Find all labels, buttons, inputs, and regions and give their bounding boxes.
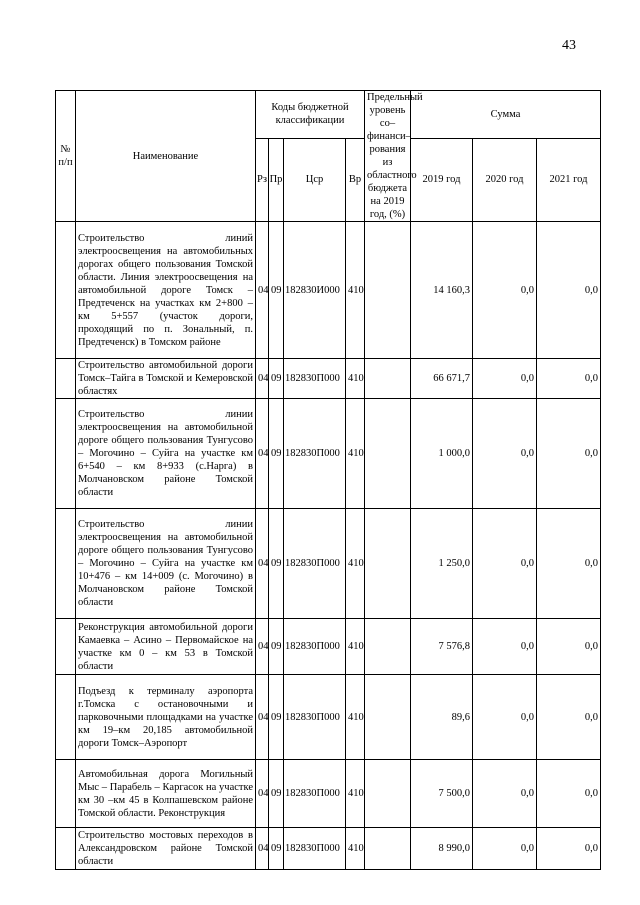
header-vr: Вр	[346, 138, 365, 221]
row-2019: 1 000,0	[411, 399, 473, 509]
row-2020: 0,0	[473, 675, 537, 760]
row-2020: 0,0	[473, 509, 537, 619]
row-csr: 182830П000	[284, 619, 346, 675]
table-row	[56, 359, 601, 399]
table-row	[56, 399, 601, 509]
row-num	[56, 222, 76, 359]
row-limit	[365, 760, 411, 828]
row-2020: 0,0	[473, 222, 537, 359]
row-2020: 0,0	[473, 359, 537, 399]
row-vr: 410	[346, 359, 365, 399]
row-2019: 1 250,0	[411, 509, 473, 619]
row-vr: 410	[346, 399, 365, 509]
header-sum: Сумма	[411, 91, 601, 139]
row-csr: 182830П000	[284, 760, 346, 828]
row-name: Строительство автомобильной дороги Томск–Тайга в Томской и Кемеровской областях	[76, 359, 256, 399]
table-row	[56, 222, 601, 359]
row-2021: 0,0	[537, 509, 601, 619]
row-num	[56, 509, 76, 619]
table-row	[56, 509, 601, 619]
row-name: Реконструкция автомобильной дороги Камаевка – Асино – Первомайское на участке км 0 – км 53 в Томской области	[76, 619, 256, 675]
page-number: 43	[562, 38, 576, 53]
header-codes: Коды бюджетной классификации	[256, 91, 365, 139]
table-row	[56, 760, 601, 828]
row-vr: 410	[346, 509, 365, 619]
row-rz: 04	[256, 399, 269, 509]
table-row	[56, 828, 601, 870]
row-2021: 0,0	[537, 399, 601, 509]
header-name: Наименование	[76, 91, 256, 222]
header-2021: 2021 год	[537, 138, 601, 221]
row-2021: 0,0	[537, 359, 601, 399]
row-pr: 09	[269, 760, 284, 828]
row-rz: 04	[256, 675, 269, 760]
row-name: Строительство мостовых переходов в Александровском районе Томской области	[76, 828, 256, 870]
row-limit	[365, 619, 411, 675]
row-vr: 410	[346, 222, 365, 359]
header-num: № п/п	[56, 91, 76, 222]
table-row	[56, 675, 601, 760]
row-2020: 0,0	[473, 760, 537, 828]
row-pr: 09	[269, 222, 284, 359]
header-limit: Предельный уровень со–финанси–рования из областного бюджета на 2019 год, (%)	[365, 91, 411, 222]
row-rz: 04	[256, 222, 269, 359]
row-2020: 0,0	[473, 828, 537, 870]
row-csr: 182830П000	[284, 675, 346, 760]
header-csr: Цср	[284, 138, 346, 221]
row-2019: 7 576,8	[411, 619, 473, 675]
row-pr: 09	[269, 359, 284, 399]
row-pr: 09	[269, 675, 284, 760]
row-2021: 0,0	[537, 222, 601, 359]
row-pr: 09	[269, 828, 284, 870]
table-row	[56, 619, 601, 675]
row-2019: 8 990,0	[411, 828, 473, 870]
row-name: Строительство линии электроосвещения на автомобильной дороге общего пользования Тунгусово – Могочино – Суйга на участке км 10+476 – км 14+009 (с. Могочино) в Молчановском районе Томской области	[76, 509, 256, 619]
row-limit	[365, 828, 411, 870]
row-limit	[365, 509, 411, 619]
row-2021: 0,0	[537, 828, 601, 870]
row-rz: 04	[256, 619, 269, 675]
row-csr: 182830П000	[284, 359, 346, 399]
row-csr: 182830П000	[284, 399, 346, 509]
row-vr: 410	[346, 619, 365, 675]
row-2019: 7 500,0	[411, 760, 473, 828]
header-2020: 2020 год	[473, 138, 537, 221]
row-2021: 0,0	[537, 619, 601, 675]
row-rz: 04	[256, 359, 269, 399]
row-2020: 0,0	[473, 399, 537, 509]
row-2019: 89,6	[411, 675, 473, 760]
row-name: Подъезд к терминалу аэропорта г.Томска с остановочными и парковочными площадками на участке км 19–км 20,185 автомобильной дороги Томск–Аэропорт	[76, 675, 256, 760]
row-name: Строительство линии электроосвещения на автомобильной дороге общего пользования Тунгусово – Могочино – Суйга на участке км 6+540 – км 8+933 (с.Нарга) в Молчановском районе Томской области	[76, 399, 256, 509]
row-num	[56, 760, 76, 828]
row-pr: 09	[269, 509, 284, 619]
row-csr: 182830П000	[284, 509, 346, 619]
row-num	[56, 828, 76, 870]
row-2019: 14 160,3	[411, 222, 473, 359]
header-pr: Пр	[269, 138, 284, 221]
header-2019: 2019 год	[411, 138, 473, 221]
row-limit	[365, 675, 411, 760]
row-vr: 410	[346, 675, 365, 760]
row-2021: 0,0	[537, 675, 601, 760]
row-limit	[365, 399, 411, 509]
budget-table	[55, 90, 601, 870]
row-num	[56, 359, 76, 399]
row-num	[56, 619, 76, 675]
row-num	[56, 675, 76, 760]
row-vr: 410	[346, 828, 365, 870]
row-limit	[365, 359, 411, 399]
row-csr: 182830И000	[284, 222, 346, 359]
row-2019: 66 671,7	[411, 359, 473, 399]
row-rz: 04	[256, 509, 269, 619]
row-pr: 09	[269, 619, 284, 675]
row-vr: 410	[346, 760, 365, 828]
row-rz: 04	[256, 760, 269, 828]
row-2021: 0,0	[537, 760, 601, 828]
row-pr: 09	[269, 399, 284, 509]
header-rz: Рз	[256, 138, 269, 221]
row-2020: 0,0	[473, 619, 537, 675]
row-rz: 04	[256, 828, 269, 870]
row-name: Строительство линий электроосвещения на автомобильных дорогах общего пользования Томской области. Линия электроосвещения на автомобильной дороге Томск – Предтеченск на участках км 2+800 – км 5+557 (участок дороги, проходящий по п. Зональный, п. Предтеченск) в Томском районе	[76, 222, 256, 359]
row-csr: 182830П000	[284, 828, 346, 870]
row-name: Автомобильная дорога Могильный Мыс – Парабель – Каргасок на участке км 30 –км 45 в Колпашевском районе Томской области. Реконструкция	[76, 760, 256, 828]
row-num	[56, 399, 76, 509]
row-limit	[365, 222, 411, 359]
